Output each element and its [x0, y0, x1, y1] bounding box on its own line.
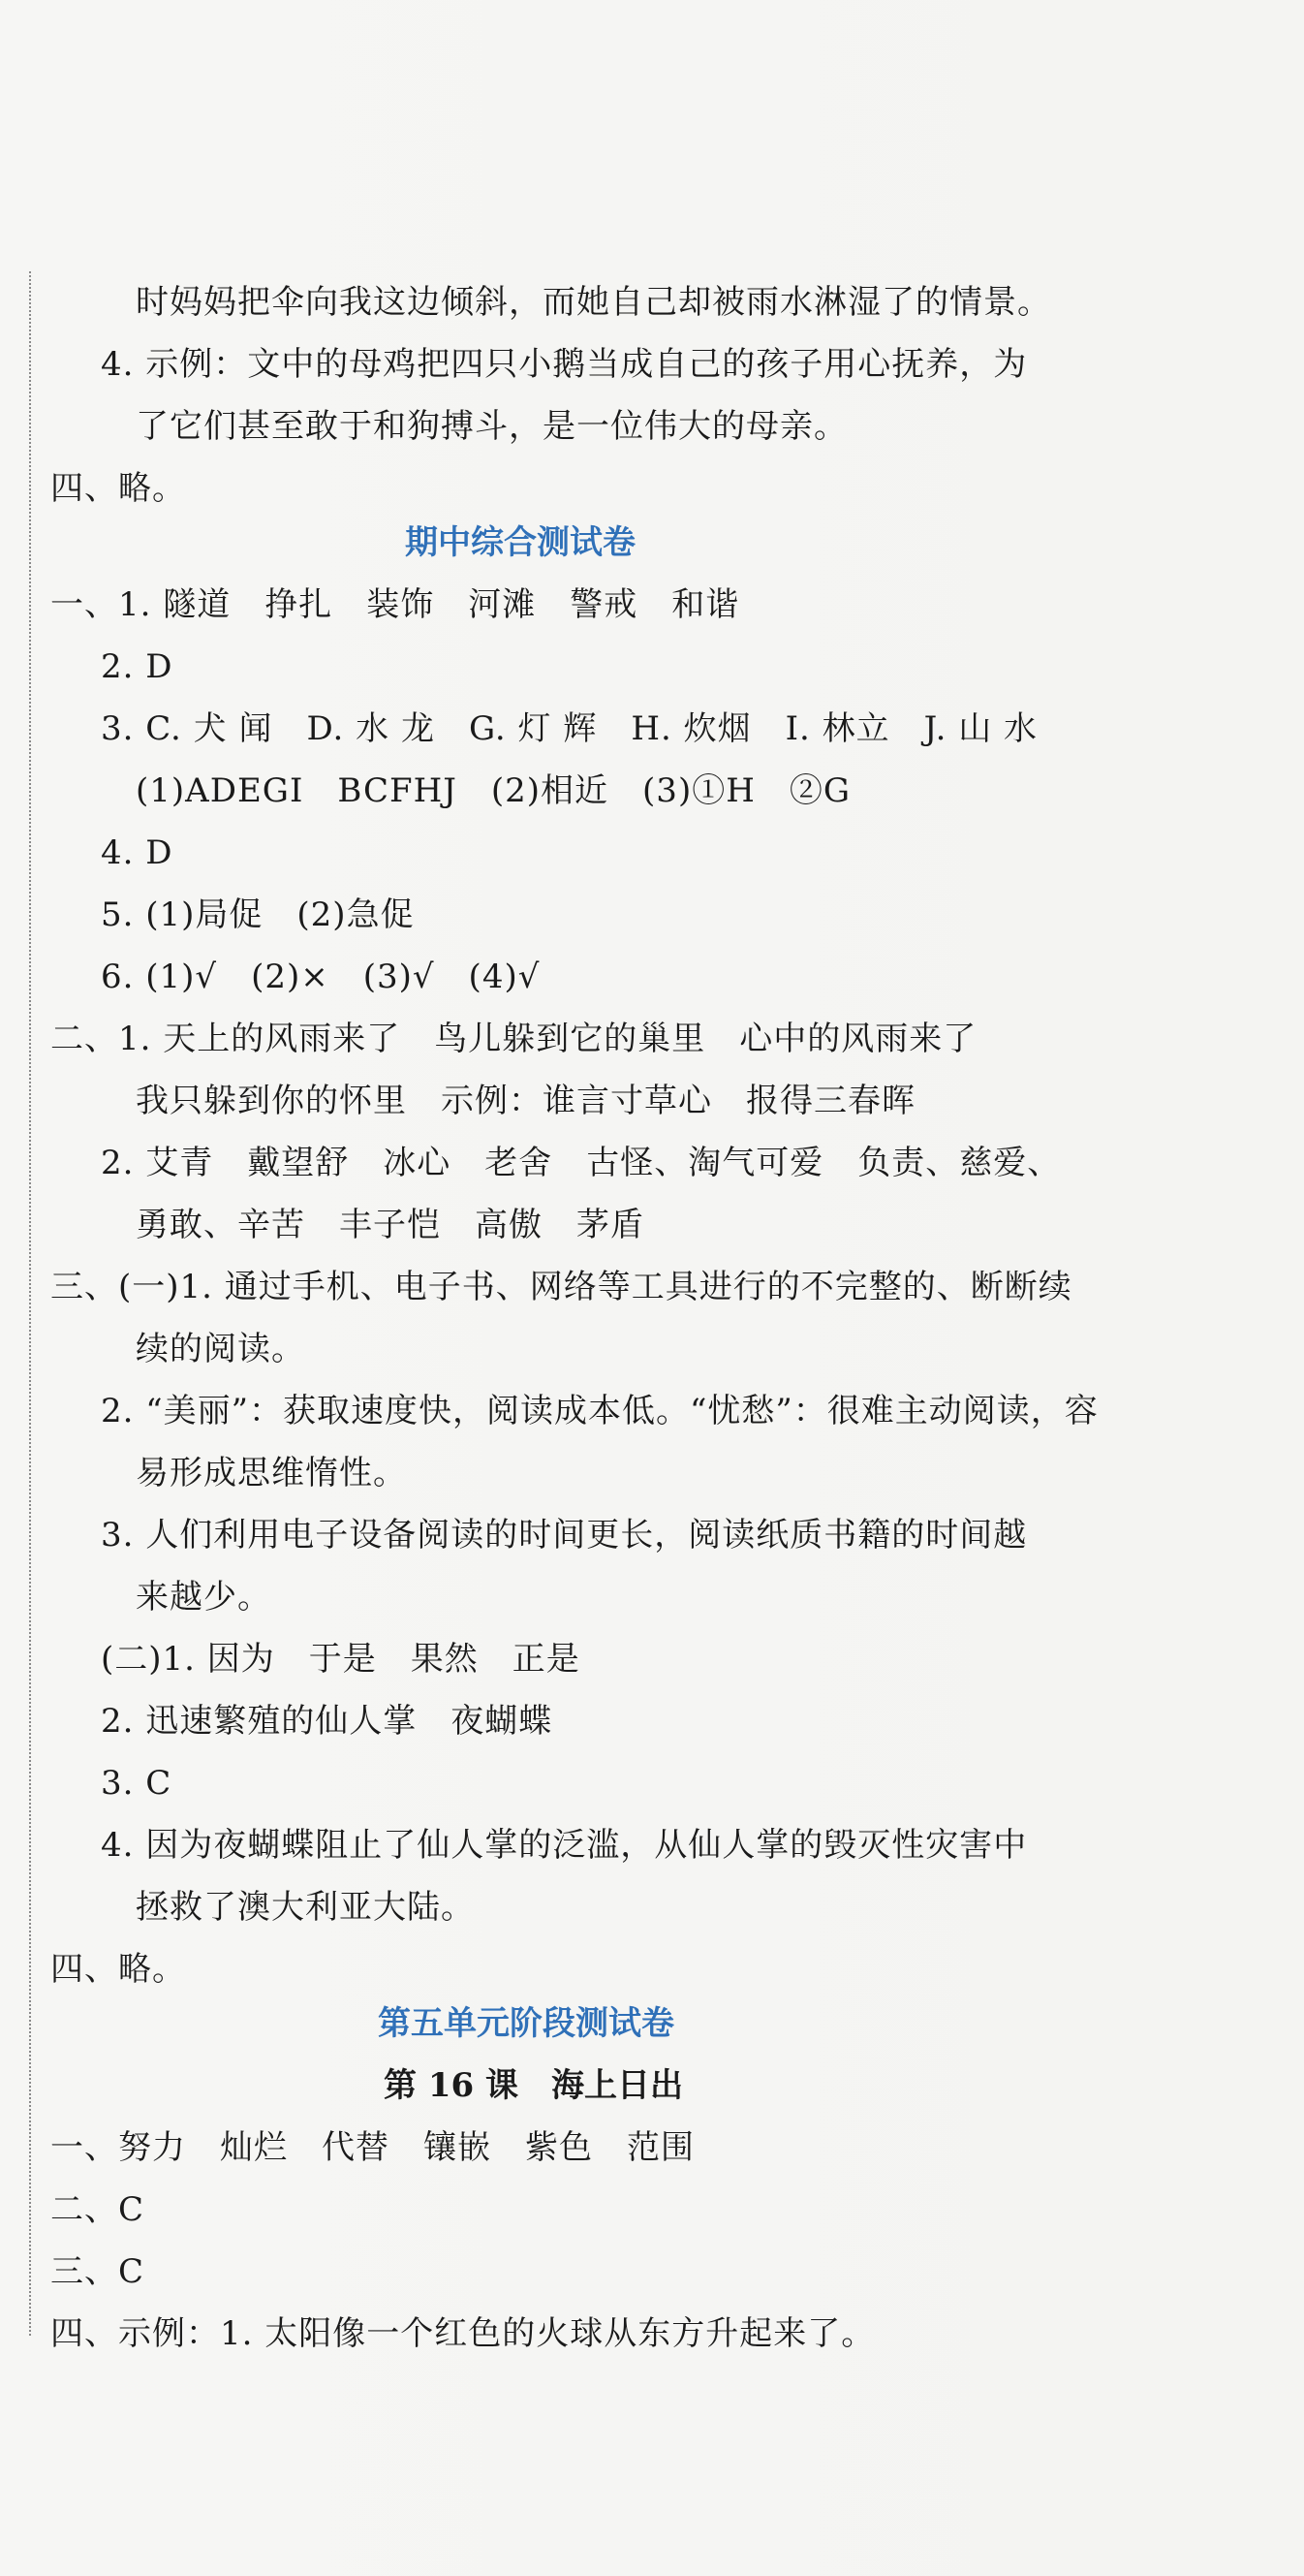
- text-line: 勇敢、辛苦 丰子恺 高傲 茅盾: [136, 1206, 644, 1244]
- text-line: 3. 人们利用电子设备阅读的时间更长，阅读纸质书籍的时间越: [101, 1516, 1028, 1555]
- text-line: 四、略。: [50, 1950, 186, 1989]
- text-line: 四、示例：1. 太阳像一个红色的火球从东方升起来了。: [50, 2314, 876, 2353]
- margin-dotted-line: [29, 271, 31, 2336]
- text-line: 一、1. 隧道 挣扎 装饰 河滩 警戒 和谐: [50, 585, 740, 624]
- lesson-title: 第 16 课 海上日出: [384, 2066, 683, 2105]
- text-line: 时妈妈把伞向我这边倾斜，而她自己却被雨水淋湿了的情景。: [136, 283, 1051, 322]
- section-title: 第五单元阶段测试卷: [378, 2004, 674, 2043]
- text-line: 二、1. 天上的风雨来了 鸟儿躲到它的巢里 心中的风雨来了: [50, 1020, 978, 1058]
- text-line: 2. “美丽”：获取速度快，阅读成本低。“忧愁”：很难主动阅读，容: [101, 1392, 1099, 1430]
- text-line: 了它们甚至敢于和狗搏斗，是一位伟大的母亲。: [136, 407, 848, 446]
- text-line: 三、(一)1. 通过手机、电子书、网络等工具进行的不完整的、断断续: [50, 1268, 1072, 1306]
- text-line: 3. C: [101, 1764, 172, 1803]
- text-line: (1)ADEGI BCFHJ (2)相近 (3)①H ②G: [136, 771, 852, 810]
- text-line: 4. 因为夜蝴蝶阻止了仙人掌的泛滥，从仙人掌的毁灭性灾害中: [101, 1826, 1028, 1865]
- text-line: (二)1. 因为 于是 果然 正是: [101, 1640, 580, 1679]
- text-line: 来越少。: [136, 1578, 271, 1617]
- section-title: 期中综合测试卷: [405, 523, 636, 562]
- text-line: 4. 示例：文中的母鸡把四只小鹅当成自己的孩子用心抚养，为: [101, 345, 1028, 384]
- text-line: 3. C. 犬 闻 D. 水 龙 G. 灯 辉 H. 炊烟 I. 林立 J. 山 水: [101, 709, 1039, 748]
- text-line: 四、略。: [50, 469, 186, 508]
- text-line: 续的阅读。: [136, 1330, 305, 1368]
- text-line: 二、C: [50, 2190, 145, 2229]
- text-line: 6. (1)√ (2)× (3)√ (4)√: [101, 958, 541, 996]
- text-line: 2. D: [101, 647, 173, 686]
- text-line: 拯救了澳大利亚大陆。: [136, 1888, 475, 1927]
- text-line: 易形成思维惰性。: [136, 1454, 407, 1492]
- text-line: 2. 艾青 戴望舒 冰心 老舍 古怪、淘气可爱 负责、慈爱、: [101, 1144, 1062, 1182]
- text-line: 5. (1)局促 (2)急促: [101, 895, 415, 934]
- text-line: 一、努力 灿烂 代替 镶嵌 紫色 范围: [50, 2128, 695, 2167]
- text-line: 4. D: [101, 833, 173, 872]
- text-line: 我只躲到你的怀里 示例：谁言寸草心 报得三春晖: [136, 1082, 916, 1120]
- text-line: 2. 迅速繁殖的仙人掌 夜蝴蝶: [101, 1702, 553, 1741]
- text-line: 三、C: [50, 2252, 145, 2291]
